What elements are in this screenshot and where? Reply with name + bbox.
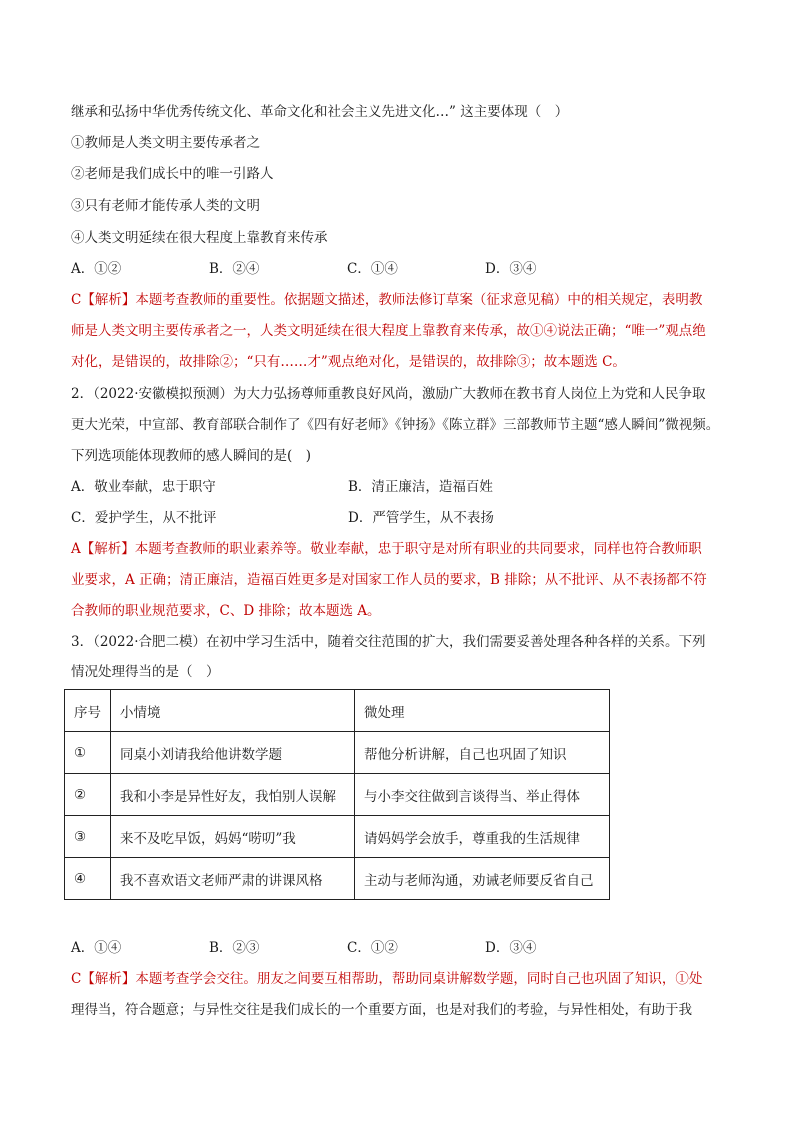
q1-options [71,259,724,279]
table-row [65,816,610,858]
q1-option-d: D．③④ [485,261,537,277]
q3-analysis-main: C【解析】本题考查学会交往。朋友之间要互相帮助，帮助同桌讲解数学题，同时自己也巩固了知识， [71,971,676,987]
q2-option-c: C．爱护学生，从不批评 [71,510,217,526]
table-header-row [65,690,610,732]
q1-option-a: A．①② [71,261,122,277]
table-header-cell: 序号 [65,690,111,732]
q1-analysis-line-2: 师是人类文明主要传承者之一，人类文明延续在很大程度上靠教育来传承，故①④说法正确；“唯一”观点绝 [71,323,706,339]
q1-statement-3: ③只有老师才能传承人类的文明 [71,198,260,214]
table-cell: 来不及吃早饭，妈妈“唠叨”我 [111,816,355,858]
table-header-cell: 微处理 [355,690,610,732]
table-row [65,774,610,816]
q2-option-b: B．清正廉洁，造福百姓 [348,479,493,495]
q2-options-row-1 [71,477,724,497]
table-cell: 我不喜欢语文老师严肃的讲课风格 [111,858,355,900]
q1-statement-2: ②老师是我们成长中的唯一引路人 [71,166,274,182]
q2-options-row-2 [71,508,724,528]
q1-statement-1: ①教师是人类文明主要传承者之 [71,135,260,151]
q3-stem-line-1: 3．（2022·合肥二模）在初中学习生活中，随着交往范围的扩大，我们需要妥善处理各种各样的关系。下列 [71,634,706,650]
table-cell: 与小李交往做到言谈得当、举止得体 [355,774,610,816]
table-row [65,858,610,900]
q1-analysis-line-3: 对化，是错误的，故排除②；“只有……才”观点绝对化，是错误的，故排除③；故本题选 C。 [71,354,626,370]
table-row [65,732,610,774]
situation-table [64,689,610,900]
q3-stem-line-2: 情况处理得当的是（ ） [71,664,220,680]
table-cell: ③ [65,816,111,858]
table-cell: 帮他分析讲解，自己也巩固了知识 [355,732,610,774]
table-cell: ② [65,774,111,816]
q3-option-c: C．①② [347,940,398,956]
table-cell: 同桌小刘请我给他讲数学题 [111,732,355,774]
q3-option-b: B．②③ [209,940,260,956]
q2-stem-line-3: 下列选项能体现教师的感人瞬间的是( ) [71,448,312,464]
q2-stem-line-1: 2．（2022·安徽模拟预测）为大力弘扬尊师重教良好风尚，激励广大教师在教书育人岗位上为党和人民争取 [71,386,706,402]
q3-analysis-line-2: 理得当，符合题意；与异性交往是我们成长的一个重要方面，也是对我们的考验，与异性相处，有助于我 [71,1002,692,1018]
table-cell: 我和小李是异性好友，我怕别人误解 [111,774,355,816]
q2-option-d: D．严管学生，从不表扬 [348,510,494,526]
table-cell: 主动与老师沟通，劝诫老师要反省自己 [355,858,610,900]
table-cell: 请妈妈学会放手，尊重我的生活规律 [355,816,610,858]
table-header-cell: 小情境 [111,690,355,732]
q3-analysis-highlight: ①处 [675,971,703,987]
q2-analysis-line-1: A【解析】本题考查教师的职业素养等。敬业奉献，忠于职守是对所有职业的共同要求，同样也符合教师职 [71,541,702,557]
q3-analysis-line-1 [71,969,724,989]
table-cell: ① [65,732,111,774]
q3-option-a: A．①④ [71,940,122,956]
q2-analysis-line-2: 业要求，A 正确；清正廉洁，造福百姓更多是对国家工作人员的要求，B 排除；从不批评、从不表扬都不符 [71,572,707,588]
table-cell: ④ [65,858,111,900]
q1-option-b: B．②④ [209,261,260,277]
q2-analysis-line-3: 合教师的职业规范要求，C、D 排除；故本题选 A。 [71,603,381,619]
q2-option-a: A．敬业奉献，忠于职守 [71,479,216,495]
q1-statement-4: ④人类文明延续在很大程度上靠教育来传承 [71,230,328,246]
q3-option-d: D．③④ [485,940,537,956]
q1-stem-tail: 继承和弘扬中华优秀传统文化、革命文化和社会主义先进文化…” 这主要体现（ ） [71,104,569,120]
q2-stem-line-2: 更大光荣，中宣部、教育部联合制作了《四有好老师》《钟扬》《陈立群》三部教师节主题“感人瞬间”微视频。 [71,417,720,433]
q1-analysis-line-1: C【解析】本题考查教师的重要性。依据题文描述，教师法修订草案（征求意见稿）中的相关规定，表明教 [71,292,703,308]
q1-option-c: C．①④ [347,261,398,277]
q3-options [71,938,724,958]
